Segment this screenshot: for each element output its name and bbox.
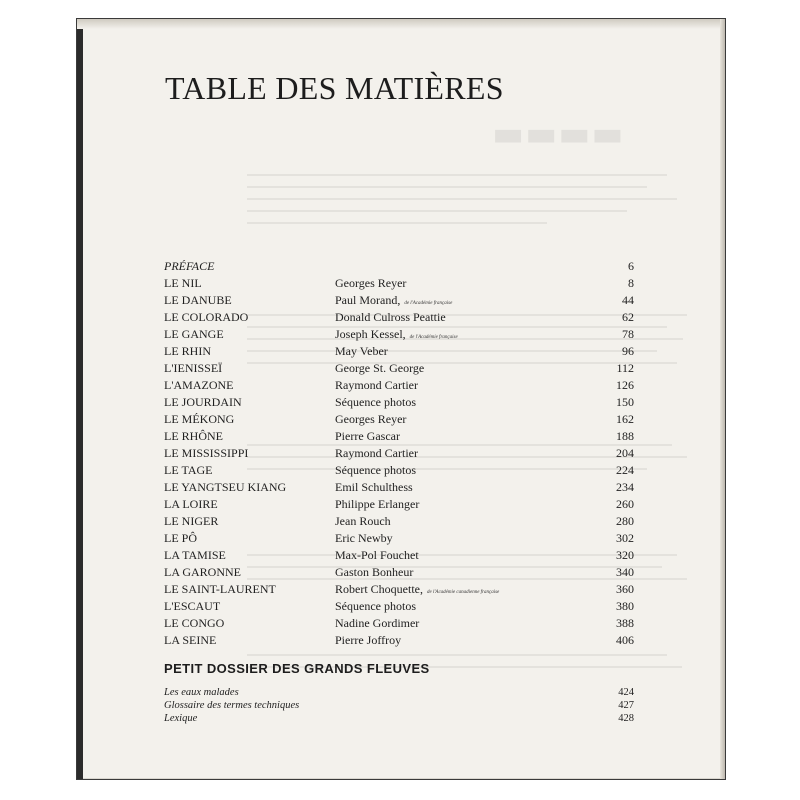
toc-page-number: 302 <box>616 531 634 545</box>
toc-entry <box>164 445 634 462</box>
toc-page-number: 280 <box>616 514 634 528</box>
page-title: TABLE DES MATIÈRES <box>165 70 504 106</box>
toc-page-number: 340 <box>616 565 634 579</box>
toc-entry <box>164 530 634 547</box>
toc-page-number: 380 <box>616 599 634 613</box>
toc-entry <box>164 496 634 513</box>
toc-page-number: 62 <box>622 310 634 324</box>
page-top-shadow <box>77 19 725 29</box>
toc-author-name: Georges Reyer <box>335 412 407 426</box>
toc-entry <box>164 275 634 292</box>
dossier-entry-label: Lexique <box>164 713 198 724</box>
toc-entry <box>164 615 634 632</box>
page-right-edge <box>720 19 725 779</box>
dossier-entry <box>164 699 634 712</box>
toc-river-name: LE RHIN <box>164 344 211 358</box>
toc-page-number: 320 <box>616 548 634 562</box>
toc-page-number: 224 <box>616 463 634 477</box>
toc-author-name: Séquence photos <box>335 463 416 477</box>
toc-river-name: LE JOURDAIN <box>164 395 242 409</box>
toc-entry <box>164 309 634 326</box>
toc-river-name: L'IENISSEÏ <box>164 361 223 375</box>
dossier-list <box>164 686 634 725</box>
toc-author-affiliation: de l'Académie française <box>404 301 453 306</box>
toc-entry <box>164 564 634 581</box>
toc-page-number: 162 <box>616 412 634 426</box>
toc-page-number: 260 <box>616 497 634 511</box>
toc-river-name: LE CONGO <box>164 616 225 630</box>
dossier-entry <box>164 686 634 699</box>
toc-author-name: Philippe Erlanger <box>335 497 420 511</box>
toc-page-number: 234 <box>616 480 634 494</box>
toc-author-name: Eric Newby <box>335 531 393 545</box>
toc-author-name: George St. George <box>335 361 425 375</box>
toc-river-name: LA GARONNE <box>164 565 241 579</box>
toc-river-name: PRÉFACE <box>164 259 215 273</box>
toc-river-name: LA LOIRE <box>164 497 218 511</box>
toc-entry <box>164 292 634 309</box>
toc-page-number: 6 <box>628 259 634 273</box>
toc-author-name: Joseph Kessel, <box>335 327 406 341</box>
toc-river-name: LE PÔ <box>164 531 197 545</box>
toc-river-name: LA TAMISE <box>164 548 226 562</box>
toc-river-name: LE YANGTSEU KIANG <box>164 480 287 494</box>
toc-river-name: LE COLORADO <box>164 310 249 324</box>
toc-author-affiliation: de l'Académie française <box>409 335 458 340</box>
toc-river-name: LE NIGER <box>164 514 219 528</box>
toc-entry <box>164 632 634 649</box>
dossier-heading: PETIT DOSSIER DES GRANDS FLEUVES <box>164 661 430 676</box>
toc-entry <box>164 428 634 445</box>
toc-entry <box>164 513 634 530</box>
toc-page-number: 388 <box>616 616 634 630</box>
table-of-contents <box>164 258 634 649</box>
toc-author-name: Nadine Gordimer <box>335 616 420 630</box>
toc-page-number: 126 <box>616 378 634 392</box>
toc-author-name: Paul Morand, <box>335 293 401 307</box>
ghost-heading-shape: ▬▬▬▬ <box>492 114 625 154</box>
toc-author-name: Séquence photos <box>335 599 416 613</box>
toc-river-name: LE MÉKONG <box>164 412 235 426</box>
toc-entry <box>164 394 634 411</box>
toc-page-number: 188 <box>616 429 634 443</box>
toc-entry <box>164 479 634 496</box>
toc-entry <box>164 411 634 428</box>
toc-author-name: Max-Pol Fouchet <box>335 548 419 562</box>
toc-author-name: Pierre Gascar <box>335 429 400 443</box>
toc-author-name: Robert Choquette, <box>335 582 423 596</box>
toc-river-name: LE NIL <box>164 276 202 290</box>
toc-entry <box>164 547 634 564</box>
toc-river-name: LE DANUBE <box>164 293 232 307</box>
toc-entry <box>164 343 634 360</box>
toc-river-name: LE MISSISSIPPI <box>164 446 249 460</box>
toc-entry <box>164 360 634 377</box>
toc-river-name: L'ESCAUT <box>164 599 221 613</box>
dossier-page-number: 428 <box>618 713 634 724</box>
dossier-page-number: 424 <box>618 687 634 698</box>
toc-author-name: Gaston Bonheur <box>335 565 414 579</box>
toc-author-affiliation: de l'Académie canadienne française <box>426 590 500 595</box>
toc-page-number: 150 <box>616 395 634 409</box>
toc-page-number: 8 <box>628 276 634 290</box>
toc-river-name: LA SEINE <box>164 633 217 647</box>
toc-author-name: Pierre Joffroy <box>335 633 402 647</box>
toc-river-name: LE SAINT-LAURENT <box>164 582 276 596</box>
dossier-page-number: 427 <box>618 700 634 711</box>
toc-page-number: 44 <box>622 293 634 307</box>
toc-author-name: Raymond Cartier <box>335 378 418 392</box>
toc-author-name: Georges Reyer <box>335 276 407 290</box>
toc-page-number: 112 <box>616 361 634 375</box>
dossier-entry <box>164 712 634 725</box>
toc-river-name: LE RHÔNE <box>164 429 223 443</box>
toc-entry <box>164 377 634 394</box>
toc-author-name: Séquence photos <box>335 395 416 409</box>
toc-river-name: LE TAGE <box>164 463 213 477</box>
toc-author-name: May Veber <box>335 344 388 358</box>
toc-author-name: Emil Schulthess <box>335 480 413 494</box>
toc-author-name: Jean Rouch <box>335 514 391 528</box>
toc-entry <box>164 598 634 615</box>
toc-author-name: Donald Culross Peattie <box>335 310 446 324</box>
toc-page-number: 96 <box>622 344 634 358</box>
toc-entry <box>164 581 634 598</box>
toc-river-name: L'AMAZONE <box>164 378 234 392</box>
dossier-entry-label: Les eaux malades <box>164 687 239 698</box>
toc-page-number: 406 <box>616 633 634 647</box>
page-binding-edge <box>77 19 83 779</box>
toc-page-number: 204 <box>616 446 634 460</box>
toc-entry <box>164 326 634 343</box>
toc-entry-preface <box>164 258 634 275</box>
toc-page-number: 360 <box>616 582 634 596</box>
toc-page-number: 78 <box>622 327 634 341</box>
toc-entry <box>164 462 634 479</box>
dossier-entry-label: Glossaire des termes techniques <box>164 700 300 711</box>
toc-author-name: Raymond Cartier <box>335 446 418 460</box>
toc-author <box>335 632 405 652</box>
toc-river-name: LE GANGE <box>164 327 224 341</box>
